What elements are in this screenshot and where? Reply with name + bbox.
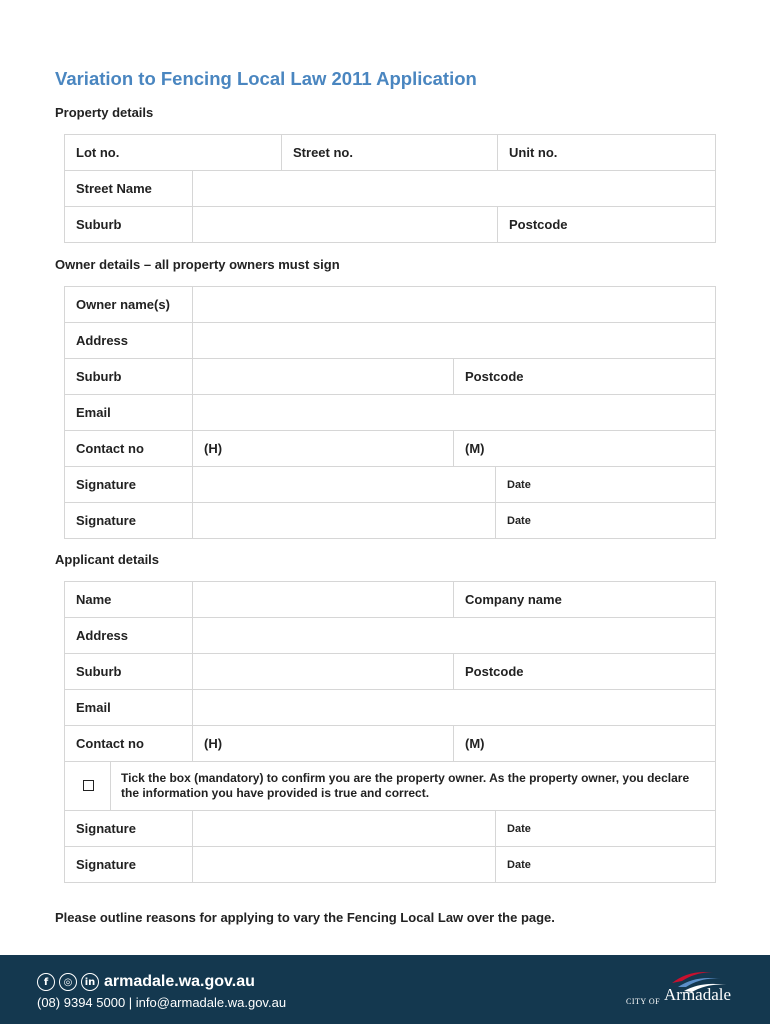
street-name-label: Street Name	[65, 171, 193, 207]
applicant-suburb-label: Suburb	[65, 654, 193, 690]
applicant-signature-1-field[interactable]	[193, 811, 496, 847]
street-no-label: Street no.	[293, 145, 353, 160]
owner-date-2-label: Date	[507, 514, 531, 527]
owner-date-2-field[interactable]	[496, 503, 716, 539]
applicant-details-heading: Applicant details	[55, 552, 160, 567]
applicant-date-2-field[interactable]	[496, 847, 716, 883]
applicant-name-label: Name	[65, 582, 193, 618]
street-name-field[interactable]	[193, 171, 716, 207]
unit-no-field[interactable]	[498, 135, 716, 171]
owner-mobile-phone-field[interactable]	[454, 431, 716, 467]
owner-signature-1-field[interactable]	[193, 467, 496, 503]
applicant-mobile-label: (M)	[465, 736, 485, 751]
owner-names-label: Owner name(s)	[65, 287, 193, 323]
applicant-signature-1-label: Signature	[65, 811, 193, 847]
owner-contact-label: Contact no	[65, 431, 193, 467]
property-details-table	[64, 134, 716, 243]
applicant-contact-label: Contact no	[65, 726, 193, 762]
suburb-field[interactable]	[193, 207, 498, 243]
suburb-label: Suburb	[65, 207, 193, 243]
website-link[interactable]: armadale.wa.gov.au	[104, 973, 255, 990]
applicant-email-field[interactable]	[193, 690, 716, 726]
owner-home-label: (H)	[204, 441, 223, 456]
owner-details-heading: Owner details – all property owners must sign	[55, 257, 340, 272]
owner-mobile-label: (M)	[465, 441, 485, 456]
applicant-home-label: (H)	[204, 736, 223, 751]
owner-address-field[interactable]	[193, 323, 716, 359]
company-name-label: Company name	[465, 592, 562, 607]
footer	[0, 955, 770, 1024]
facebook-icon[interactable]: f	[37, 973, 55, 991]
applicant-name-field[interactable]	[193, 582, 454, 618]
linkedin-icon[interactable]: in	[81, 973, 99, 991]
owner-postcode-label: Postcode	[465, 369, 524, 384]
owner-confirm-checkbox[interactable]	[83, 780, 94, 791]
property-details-heading: Property details	[55, 105, 154, 120]
reasons-note: Please outline reasons for applying to vary the Fencing Local Law over the page.	[55, 910, 555, 925]
applicant-home-phone-field[interactable]	[193, 726, 454, 762]
applicant-address-field[interactable]	[193, 618, 716, 654]
owner-address-label: Address	[65, 323, 193, 359]
street-no-field[interactable]	[282, 135, 498, 171]
applicant-date-1-label: Date	[507, 822, 531, 835]
logo-armadale-text: Armadale	[664, 985, 732, 1004]
lot-no-field[interactable]	[65, 135, 282, 171]
owner-home-phone-field[interactable]	[193, 431, 454, 467]
lot-no-label: Lot no.	[76, 145, 120, 160]
unit-no-label: Unit no.	[509, 145, 558, 160]
applicant-signature-2-label: Signature	[65, 847, 193, 883]
postcode-label: Postcode	[509, 217, 568, 232]
applicant-details-table	[64, 581, 716, 883]
contact-details: (08) 9394 5000 | info@armadale.wa.gov.au	[37, 995, 287, 1010]
owner-email-label: Email	[65, 395, 193, 431]
owner-suburb-field[interactable]	[193, 359, 454, 395]
instagram-icon[interactable]: ◎	[59, 973, 77, 991]
applicant-mobile-phone-field[interactable]	[454, 726, 716, 762]
owner-confirm-text: Tick the box (mandatory) to confirm you are the property owner. As the property owner, you declare the information you have provided is true and correct.	[111, 762, 716, 811]
applicant-postcode-label: Postcode	[465, 664, 524, 679]
owner-details-table	[64, 286, 716, 539]
owner-date-1-field[interactable]	[496, 467, 716, 503]
applicant-address-label: Address	[65, 618, 193, 654]
applicant-postcode-field[interactable]	[454, 654, 716, 690]
owner-signature-2-label: Signature	[65, 503, 193, 539]
applicant-suburb-field[interactable]	[193, 654, 454, 690]
social-links	[37, 973, 99, 991]
owner-confirm-checkbox-cell	[65, 762, 111, 811]
applicant-date-1-field[interactable]	[496, 811, 716, 847]
applicant-signature-2-field[interactable]	[193, 847, 496, 883]
page-title: Variation to Fencing Local Law 2011 Application	[55, 68, 477, 89]
owner-suburb-label: Suburb	[65, 359, 193, 395]
owner-signature-2-field[interactable]	[193, 503, 496, 539]
owner-date-1-label: Date	[507, 478, 531, 491]
postcode-field[interactable]	[498, 207, 716, 243]
owner-signature-1-label: Signature	[65, 467, 193, 503]
company-name-field[interactable]	[454, 582, 716, 618]
applicant-email-label: Email	[65, 690, 193, 726]
owner-names-field[interactable]	[193, 287, 716, 323]
owner-email-field[interactable]	[193, 395, 716, 431]
applicant-date-2-label: Date	[507, 858, 531, 871]
logo-city-of-text: CITY OF	[626, 997, 661, 1006]
owner-postcode-field[interactable]	[454, 359, 716, 395]
city-of-armadale-logo	[622, 967, 738, 1017]
